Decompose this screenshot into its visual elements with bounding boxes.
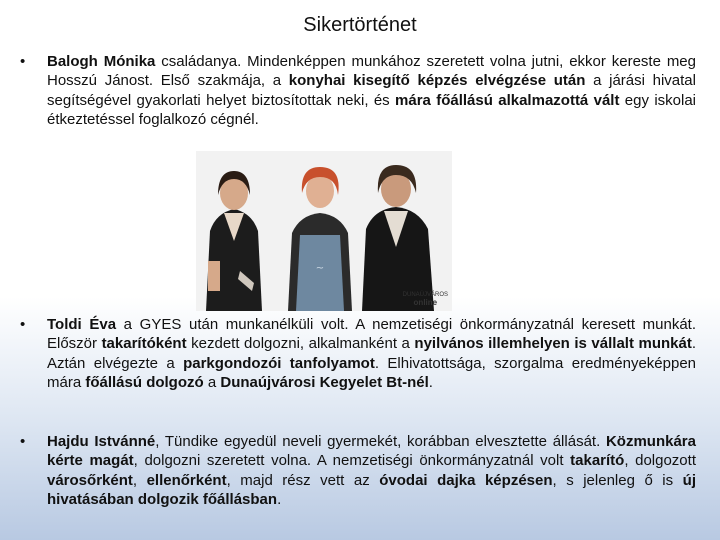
logo-line-2: online bbox=[413, 298, 438, 307]
story-toldi-eva bbox=[20, 315, 696, 393]
story-text bbox=[47, 432, 696, 510]
body-text: , dolgozni szeretett volna. A nemzetiségi önkormányzatnál volt bbox=[133, 452, 571, 470]
body-text: . bbox=[428, 374, 433, 392]
body-text: , bbox=[132, 471, 147, 489]
body-text: , Tündike egyedül neveli gyermekét, korábban elvesztette állását. bbox=[155, 433, 606, 450]
highlight-text: mára főállású alkalmazottá vált bbox=[395, 91, 620, 109]
highlight-text: nyilvános illemhelyen is vállalt munkát bbox=[414, 335, 692, 353]
story-text bbox=[47, 315, 696, 393]
highlight-text: parkgondozói tanfolyamot bbox=[183, 354, 375, 372]
highlight-text: Dunaújvárosi Kegyelet Bt-nél bbox=[220, 374, 429, 392]
highlight-text: takarítóként bbox=[101, 335, 187, 353]
svg-text:~: ~ bbox=[315, 263, 325, 274]
highlight-text: Hajdu Istvánné bbox=[47, 433, 156, 450]
body-text: . bbox=[277, 491, 282, 509]
body-text: a GYES után munkanélküli volt. A nemzetiségi önkormányzatnál keresett munkát. Először bbox=[47, 316, 697, 353]
logo-line-1: DUNAÚJVÁROS bbox=[402, 292, 448, 298]
highlight-text: takarító bbox=[570, 452, 625, 470]
bullet-dot: • bbox=[20, 316, 26, 333]
photo-watermark-logo bbox=[403, 292, 448, 307]
highlight-text: főállású dolgozó bbox=[85, 374, 204, 392]
highlight-text: Toldi Éva bbox=[47, 316, 117, 333]
body-text: kezdett dolgozni, alkalmanként a bbox=[186, 335, 415, 353]
story-hajdu-istvanne bbox=[20, 432, 696, 510]
highlight-text: konyhai kisegítő képzés elvégzése után bbox=[288, 72, 586, 90]
body-text: a bbox=[203, 374, 221, 392]
body-text: , s jelenleg ő is bbox=[552, 471, 683, 489]
highlight-text: új hivatásában dolgozik főállásban bbox=[47, 471, 697, 509]
body-text: a járási hivatal segítségével gyakorlati helyet biztosítottak neki, és bbox=[47, 72, 696, 109]
group-photo bbox=[196, 151, 452, 311]
highlight-text: Közmunkára kérte magát bbox=[47, 433, 696, 470]
body-text: családanya. Mindenképpen munkához szeretett volna jutni, ekkor kereste meg Hosszú Jánost. Első szakmája, a bbox=[47, 53, 696, 90]
page-title: Sikertörténet bbox=[303, 14, 417, 36]
highlight-text: városőrként bbox=[47, 471, 133, 489]
story-balogh-monika bbox=[20, 52, 696, 130]
highlight-text: ellenőrként bbox=[146, 471, 227, 489]
body-text: , majd rész vett az bbox=[226, 471, 380, 489]
body-text: egy iskolai étkeztetéssel foglalkozó cégnél. bbox=[47, 91, 697, 129]
body-text: . Elhivatottsága, szorgalma eredményeképpen mára bbox=[47, 354, 697, 392]
body-text: , dolgozott bbox=[624, 452, 696, 470]
highlight-text: Balogh Mónika bbox=[47, 53, 156, 70]
highlight-text: óvodai dajka képzésen bbox=[379, 471, 553, 489]
story-text bbox=[47, 52, 696, 130]
three-women-photo-illustration bbox=[196, 151, 452, 311]
bullet-dot: • bbox=[20, 53, 26, 70]
bullet-dot: • bbox=[20, 433, 26, 450]
body-text: . Aztán elvégezte a bbox=[47, 335, 696, 372]
